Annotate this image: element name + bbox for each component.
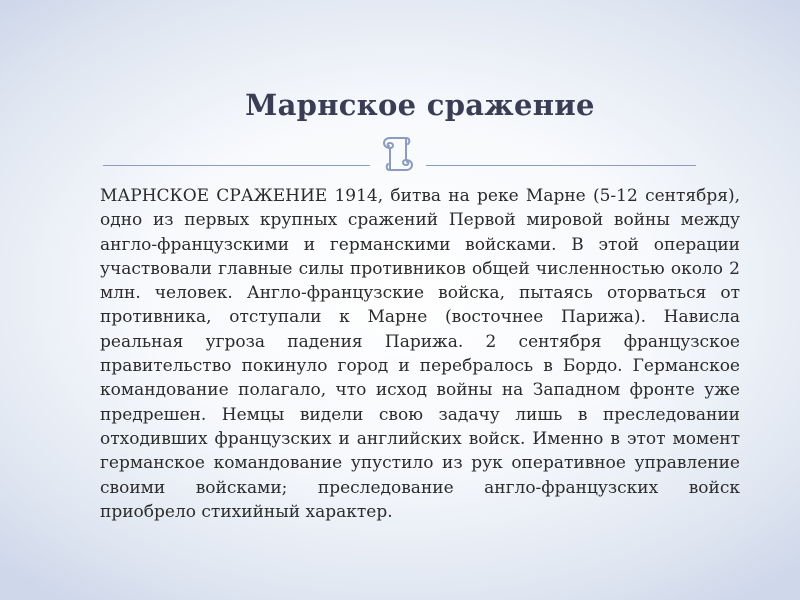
scroll-ornament-icon	[376, 132, 420, 176]
divider-line-right	[426, 165, 696, 166]
body-paragraph: МАРНСКОЕ СРАЖЕНИЕ 1914, битва на реке Марне (5-12 сентября), одно из первых крупных сражений Первой мировой войны между англо-французскими и германскими войсками. В этой операции участвовали главные силы противников общей численностью около 2 млн. человек. Англо-французские войска, пытаясь оторваться от противника, отступали к Марне (восточнее Парижа). Нависла реальная угроза падения Парижа. 2 сентября французское правительство покинуло город и перебралось в Бордо. Германское командование полагало, что исход войны на Западном фронте уже предрешен. Немцы видели свою задачу лишь в преследовании отходивших французских и английских войск. Именно в этот момент германское командование упустило из рук оперативное управление своими войсками; преследование англо-французских войск приобрело стихийный характер.	[100, 186, 740, 522]
slide-title: Марнское сражение	[245, 88, 595, 122]
divider-line-left	[103, 165, 370, 166]
